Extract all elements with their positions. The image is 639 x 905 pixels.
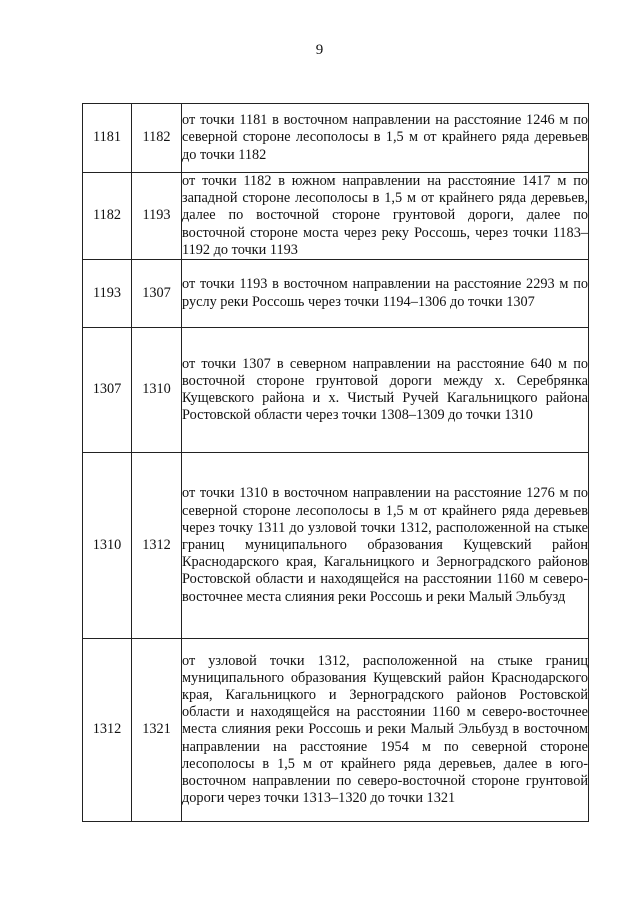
start-point-cell: 1310 bbox=[83, 453, 132, 639]
start-point-cell: 1181 bbox=[83, 104, 132, 173]
table-row bbox=[83, 453, 589, 639]
route-description-cell: от точки 1193 в восточном направлении на расстояние 2293 м по руслу реки Россошь через точки 1194–1306 до точки 1307 bbox=[182, 260, 589, 328]
end-point-cell: 1307 bbox=[132, 260, 182, 328]
boundary-points-table bbox=[82, 103, 589, 822]
route-description-cell: от точки 1307 в северном направлении на расстояние 640 м по восточной стороне грунтовой дороги между х. Серебрянка Кущевского района и х. Чистый Ручей Кагальницкого района Ростовской области через точки 1308–1309 до точки 1310 bbox=[182, 328, 589, 453]
end-point-cell: 1321 bbox=[132, 639, 182, 822]
start-point-cell: 1307 bbox=[83, 328, 132, 453]
start-point-cell: 1312 bbox=[83, 639, 132, 822]
route-description-cell: от точки 1181 в восточном направлении на расстояние 1246 м по северной стороне лесополосы в 1,5 м от крайнего ряда деревьев до точки 1182 bbox=[182, 104, 589, 173]
end-point-cell: 1310 bbox=[132, 328, 182, 453]
end-point-cell: 1182 bbox=[132, 104, 182, 173]
route-description-cell: от точки 1182 в южном направлении на расстояние 1417 м по западной стороне лесополосы в 1,5 м от крайнего ряда деревьев, далее по восточной стороне грунтовой дороги, далее по восточной стороне моста через реку Россошь, через точки 1183–1192 до точки 1193 bbox=[182, 173, 588, 258]
table-row bbox=[83, 639, 589, 822]
route-description-cell: от узловой точки 1312, расположенной на стыке границ муниципального образования Кущевский район Краснодарского края, Кагальницкого и Зерноградского районов Ростовской области и находящейся на расстоянии 1160 м северо-восточнее места слияния реки Россошь и реки Малый Эльбузд в восточном направлении на расстояние 1954 м по северной стороне лесополосы в 1,5 м от крайнего ряда деревьев, далее в юго-восточном направлении по северо-восточной стороне грунтовой дороги через точки 1313–1320 до точки 1321 bbox=[182, 639, 589, 822]
end-point-cell: 1312 bbox=[132, 453, 182, 639]
page-number: 9 bbox=[315, 42, 324, 58]
table-row bbox=[83, 173, 589, 260]
table-row bbox=[83, 260, 589, 328]
table-row bbox=[83, 328, 589, 453]
start-point-cell: 1182 bbox=[83, 173, 132, 260]
end-point-cell: 1193 bbox=[132, 173, 182, 260]
table-row bbox=[83, 104, 589, 173]
start-point-cell: 1193 bbox=[83, 260, 132, 328]
route-description-cell: от точки 1310 в восточном направлении на расстояние 1276 м по северной стороне лесополосы в 1,5 м от крайнего ряда деревьев через точку 1311 до узловой точки 1312, расположенной на стыке границ муниципального образования Кущевский район Краснодарского края, Кагальницкого и Зерноградского районов Ростовской области и находящейся на расстоянии 1160 м северо-восточнее места слияния реки Россошь и реки Малый Эльбузд bbox=[182, 453, 589, 639]
